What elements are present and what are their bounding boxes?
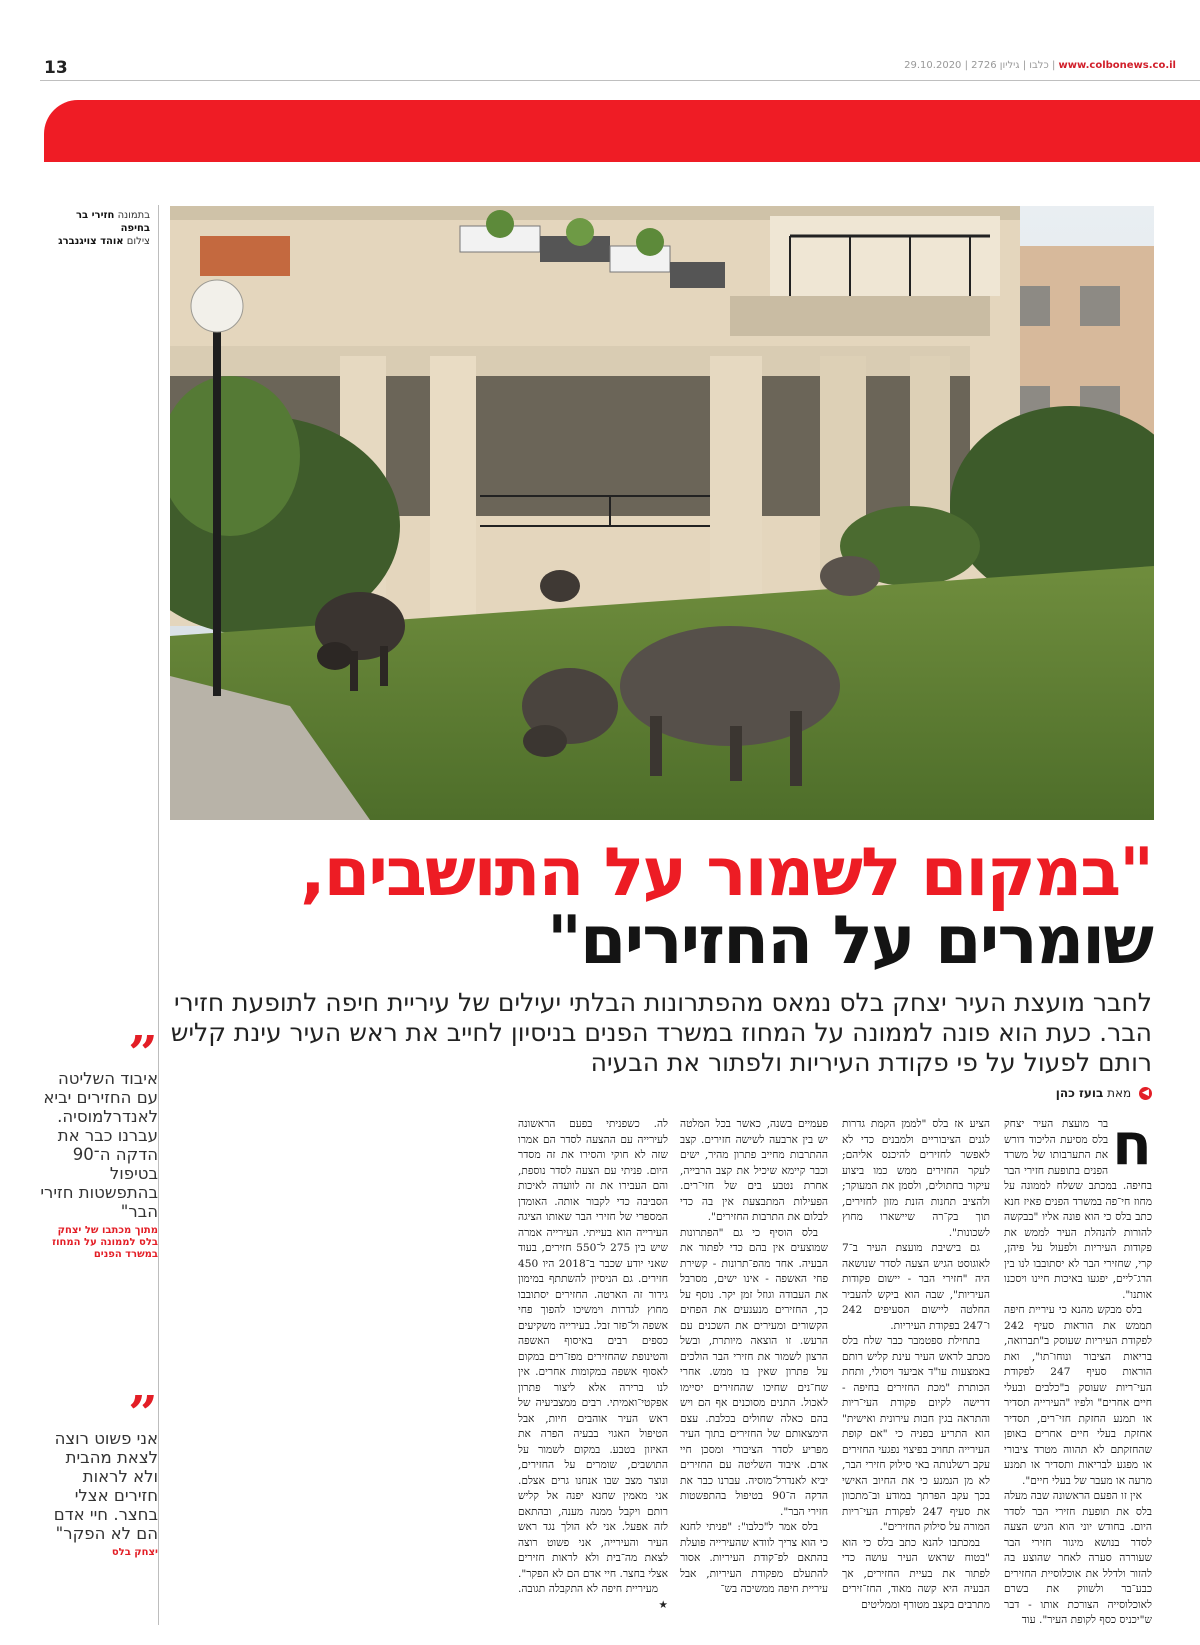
paragraph: מעיריית חיפה לא התקבלה תגובה. ★ [518, 1583, 668, 1611]
caption-line-1 [30, 209, 150, 222]
headline-line-1: "במקום לשמור על התושבים, [300, 833, 1152, 911]
byline-author: בועז כהן [1055, 1086, 1104, 1100]
article-column-1 [1004, 1117, 1152, 1629]
paragraph [1004, 1117, 1152, 1303]
pull-quote-text: איבוד השליטה עם החזירים יביא לאנדרלמוסיה. עברנו כבר את הדקה ה־90 בטיפול בהתפשטות חזירי הבר" [40, 1069, 158, 1221]
credit-name: אוהד צויגנברג [58, 236, 124, 247]
caption-subject: חזירי בר [76, 210, 115, 221]
quote-mark-icon: ” [128, 1035, 158, 1069]
photo-caption [30, 209, 150, 248]
red-banner [44, 100, 1200, 162]
issue-date: 29.10.2020 [904, 60, 962, 71]
subheadline: לחבר מועצת העיר יצחק בלס נמאס מהפתרונות הבלתי יעילים של עיריית חיפה לתופעת חזירי הבר. כעת הוא פונה לממונה על המחוז במשרד הפנים בניסיון לחייב את ראש העיר עינת קליש רותם לפעול על פי פקודת העיריות ולפתור את הבעיה [170, 988, 1152, 1077]
article-column-2 [842, 1117, 990, 1629]
caption-place: בחיפה [120, 223, 150, 234]
paragraph: פעמיים בשנה, כאשר בכל המלטה יש בין ארבעה לשישה חזירים. קצב ההתרבות מחייב פתרון מהיר, ישים וכבר קיימא שיכיל את קצב הרבייה, אחרת נטבע בים של חזי־רים. הפעילות המתבצעת אין בה כדי לבלום את התרבות החזירים". [680, 1118, 828, 1223]
column-divider [158, 205, 159, 1625]
issue-meta [904, 60, 1176, 71]
pull-quote-text: אני פשוט רוצה לצאת מהבית ולא לראות חזירים אצלי בחצר. חיי אדם הם לא הפקר" [53, 1429, 158, 1543]
arrow-icon: ◀ [1139, 1087, 1152, 1100]
paragraph: גם בישיבת מועצת העיר ב־7 לאוגוסט הגיש הצעה לסדר שנושאה היה "חזירי הבר - יישום פקודות העיריות", שבה הוא ביקש להעביר החלטה ליישום הסעיפים 242 ו־247 בפקודת העיריות. [842, 1242, 990, 1332]
wild-boars-photo [170, 206, 1154, 820]
caption-prefix: בתמונה [117, 210, 150, 221]
drop-cap: ח [1112, 1117, 1152, 1178]
paragraph: במכתבו להנא כתב בלס כי הוא "בטוח שראש העיר עושה כדי לפתור את בעיית החזירים, אך הבעיה היא קשה מאוד, החז־זירים מתרבים בקצב מטורף וממליטים [842, 1536, 990, 1611]
page-number: 13 [44, 58, 68, 78]
caption-line-3 [30, 235, 150, 248]
pull-quote-source: מתוך מכתבו של יצחק בלס לממונה על המחוז במשרד הפנים [52, 1225, 158, 1260]
paragraph: בלס מבקש מהנא כי עיריית חיפה תממש את הוראות סעיף 242 לפקודת העיריות שעוסק ב"תברואה, בריאות הציבור ונוחו־תו", ואת הוראות סעיף 247 לפקודת העי־ריות שעוסק ב"כלבים ובעלי חיים אחרים" ולפיו "העירייה תסדיר או תמנע החזקת חזי־רים, תסדיר אחזקת בעלי חיים אחרים באופן שהחזקתם לא תהווה מטרד ציבורי או מפגע לבריאות ותסדיר או תמנע מרעה או מעבר של בעלי חיים". [1004, 1304, 1152, 1487]
brand-name: כלבו [1029, 60, 1049, 71]
paragraph: בלס הוסיף כי גם "הפתרונות שמוצעים אין בהם כדי לפתור את הבעיה. אחד מהפ־תרונות - קשירת פחי האשפה - אינו ישים, מסרבל את העבודה וגוזל זמן יקר. נוסף על כך, החזירים מנענעים את הפחים הקשורים ומעירים את השכנים עם הרעש. זו הוצאה מיותרת, ובשל הרצון לשמור את חזירי הבר הולכים על פתרון שאין בו ממש. אחרי שח־נים שחיכו שהחזירים יסיימו לאכול. התנים מסוכנים אף הם ויש בהם כאלה שחולים בכלבת. עצם הימצאותם של החזירים בתוך העיר מפריע לסדר הציבורי ומסכן חיי אדם. איבוד השליטה עם החזירים יביא לאנדרל־מוסיה. עברנו כבר את הדקה ה־90 בטיפול בהתפשטות חזירי הבר". [680, 1226, 828, 1518]
paragraph: בתחילת ספטמבר כבר שלח בלס מכתב לראש העיר עינת קליש רותם באמצעות עו"ד אביעד ויסולי, ותחת הכותרת "מכת החזירים בחיפה - דרישה לקיום פקודת העי־ריות והתראה בגין חבות עירונית ואישית" הוא התריע בפניה כי "אם קופת העירייה תחויב בפיצוי נפגעי החזירים עקב רשלנותה באי סילוק חזירי הבר, לא מן הנמנע כי את החיוב האישי בכך עקב הפרתך במודע וב־מתכוון את סעיף 247 לפקודת העי־ריות המורה על סילוק החזירים". [842, 1335, 990, 1533]
meta-separator: | [961, 60, 968, 71]
paragraph: אין זו הפעם הראשונה שבה מעלה בלס את תופעת חזירי הבר לסדר היום. בחודש יוני הוא הגיש הצעה לסדר בנושא מיגור חזירי הבר שעוררה סערה לאחר שהוצע בה להזור ולדלל את אוכלוסיית החזירים כבע־בר ולשווק את בשרם לאוכלוסייה הצורכת אותו - דבר ש"יכניס כסף לקופת העיר". עוד [1004, 1490, 1152, 1626]
site-link[interactable]: www.colbonews.co.il [1058, 60, 1176, 71]
quote-mark-icon: ” [128, 1395, 158, 1429]
credit-prefix: צילום [126, 236, 150, 247]
meta-separator: | [1048, 60, 1056, 71]
byline [1056, 1086, 1152, 1100]
meta-separator: | [1019, 60, 1027, 71]
article-column-3 [680, 1117, 828, 1629]
caption-line-2 [30, 222, 150, 235]
header-divider [40, 80, 1200, 81]
headline-line-2: שומרים על החזירים" [546, 901, 1152, 979]
pull-quote-source: יצחק בלס [111, 1547, 158, 1558]
pull-quote-1 [40, 1035, 158, 1261]
paragraph: לה. כשפניתי בפעם הראשונה לעירייה עם ההצעה לסדר הם אמרו שזה לא חוקי והסירו את זה מסדר היום. פניתי עם הצעה לסדר נוספת, והם העבירו את זה לוועדה לאיכות הסביבה כדי לקבור אותה. האומדן המספרי של חזירי הבר שאותו הציגה העירייה הוא בעייתי. העירייה אמרה שיש בין 275 ל־550 חזירים, בעוד שאני יודע שכבר ב־2018 היו 450 חזירים. גם הניסיון להשתתף במימון גידור זה הארטה. החזירים יסתובבו מחוץ לגדרות וימשיכו להפוך פחי אשפה ול־פזר זבל. בעירייה משקיעים כספים רבים באיסוף האשפה והטינופת שהחזירים מפז־רים במקום לאסוף אשפה במקומות אחרים. אין לנו ברירה אלא ליצור פתרון אפקטי־ואמיתי. רבים ממצביעיה של ראש העיר אוהבים חיות, אבל הטיפול האגוי בבעיה הפרה את האיזון בטבע. במקום לשמור על התושבים, שומרים על החזירים, ונוצר מצב שבו אנחנו גרים אצלם. אני מאמין שחנא יפנה אל קליש רותם ויקבל ממנה מענה, ובהתאם לזה אפעל. אני לא הולך נגד ראש העיר והעירייה, אני פשוט רוצה לצאת מה־בית ולא לראות חזירים אצלי בחצר. חיי אדם הם לא הפקר". [518, 1118, 668, 1580]
article-column-4 [518, 1117, 668, 1629]
paragraph: הציע אז בלס "לממן הקמת גדרות לגנים הציבוריים ולמבנים כדי לא לאפשר לחזירים להיכנס אליהם; לעקר החזירים ממש כמו ביצוע עיקור בחתולים, ולסמן את המעוקר; ולהציב תחנות הזנת מזון לחזירים, תוך בק־רה שיישארו מחוץ לשכונות". [842, 1118, 990, 1239]
headline [172, 833, 1152, 979]
byline-prefix: מאת [1107, 1086, 1132, 1100]
pull-quote-2 [40, 1395, 158, 1559]
photo-illustration [170, 206, 1154, 820]
paragraph: בלס אמר ל"כלבו": "פניתי לחנא כי הוא צריך לוודא שהעירייה פועלת בהתאם לפ־קודת העיריות. אסור להתעלם מפקודת העיריות, אבל עיריית חיפה ממשיכה בש־ [680, 1521, 828, 1595]
paragraph-text: בר מועצת העיר יצחק בלס מסיעת הליכוד דורש את התערבותו של משרד הפנים בתופעת חזירי הבר בחיפה. במכתב ששלח לממונה על מחוז חי־פה במשרד הפנים פאיז חנא כתב בלס כי הוא פונה אליו "בבקשה להורות להנהלת העיר לממש את פקודות העיריות ולפעול על פיהן, קרי, שחזירי הבר לא יסתובבו לנו בין הרג־ליים, יפגעו באיכות חיינו ויסכנו אותנו". [1004, 1118, 1152, 1301]
issue-number: גיליון 2726 [971, 60, 1020, 71]
